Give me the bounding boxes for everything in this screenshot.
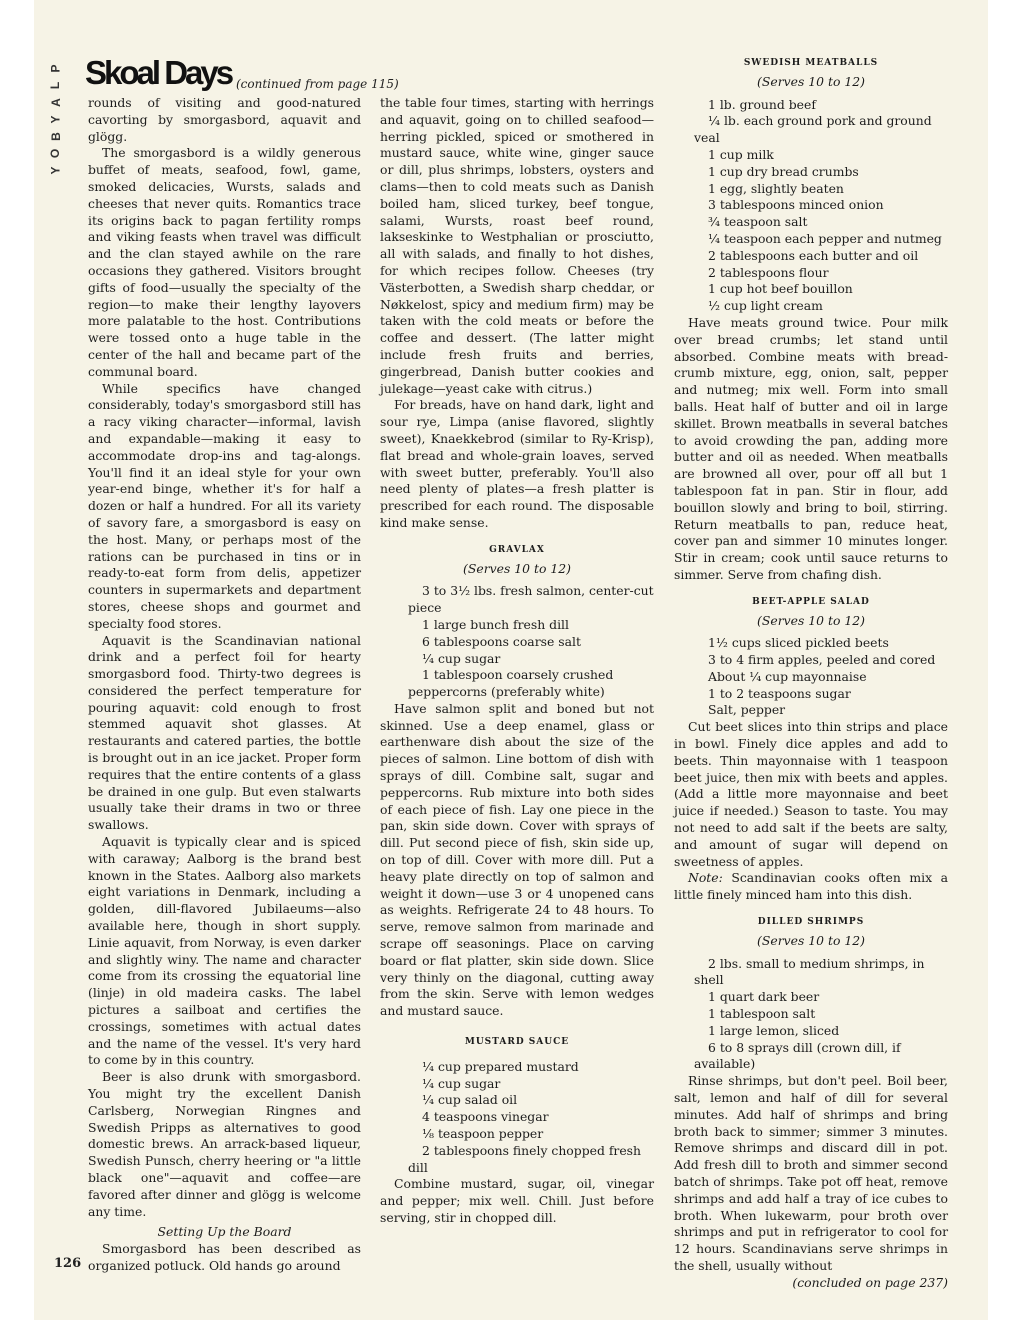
recipe-title-dilled-shrimps: DILLED SHRIMPS: [757, 917, 865, 928]
ingredient: 1 large lemon, sliced: [708, 1022, 840, 1038]
ingredient: ¼ teaspoon each pepper and nutmeg: [708, 230, 942, 246]
ingredient: 1 quart dark beer: [708, 989, 820, 1005]
ingredient: 4 teaspoons vinegar: [422, 1109, 549, 1125]
recipe-serves: (Serves 10 to 12): [463, 560, 571, 576]
ingredient: 2 tablespoons each butter and oil: [708, 247, 919, 263]
paragraph: The smorgasbord is a wildly generous buffet of meats, seafood, fowl, game, smoked delicacies, Wursts, salads and cheeses that never quits. Romantics trace its origins back to pagan fertility romps and viking feasts when travel was difficult and the clan stayed awhile on the rare occasions they gathered. Visitors brought gifts of food—usually the specialty of the region—to make their lengthy layovers more palatable to the host. Contributions were tossed onto a huge table in the center of the hall and became part of the communal board.: [88, 145, 361, 379]
ingredient: 1 large bunch fresh dill: [422, 616, 569, 632]
ingredient: 2 tablespoons finely chopped fresh dill: [408, 1142, 642, 1175]
recipe-title-swedish-meatballs: SWEDISH MEATBALLS: [743, 58, 879, 68]
ingredient: About ¼ cup mayonnaise: [708, 668, 867, 684]
ingredient: 1 lb. ground beef: [708, 96, 816, 112]
magazine-letter: B: [48, 132, 63, 141]
ingredient: 1½ cups sliced pickled beets: [708, 635, 889, 651]
ingredient: 2 lbs. small to medium shrimps, in shell: [694, 955, 925, 988]
article-headline: Skoal Days: [85, 54, 232, 91]
ingredient: Salt, pepper: [708, 702, 786, 718]
ingredient: ½ cup light cream: [708, 298, 823, 314]
ingredient: 1 to 2 teaspoons sugar: [708, 685, 851, 701]
ingredient: ¼ cup salad oil: [422, 1092, 518, 1108]
magazine-name-vertical: [47, 60, 65, 179]
ingredient: 3 tablespoons minced onion: [708, 197, 884, 213]
ingredient: 2 tablespoons flour: [708, 264, 829, 280]
paragraph: Beer is also drunk with smorgasbord. You might try the excellent Danish Carlsberg, Norwegian Ringnes and Swedish Pripps as alternatives to good domestic brews. An arrack-based liqueur, Swedish Punsch, cherry heering or "a little black one"—aquavit and coffee—are favored after dinner and glögg is welcome any time.: [88, 1069, 361, 1219]
magazine-letter: A: [48, 98, 63, 107]
magazine-letter: Y: [48, 115, 63, 124]
ingredient: 1 egg, slightly beaten: [708, 180, 844, 196]
paragraph: Aquavit is typically clear and is spiced with caraway; Aalborg is the brand best known in the States. Aalborg also markets eight variations in Denmark, including a golden, dill-flavored Jubilaeums—also available here, though in short supply. Linie aquavit, from Norway, is even darker and slightly winy. The name and character come from its crossing the equatorial line (linje) in old madeira casks. The label pictures a sailboat and certifies the crossings, sometimes with actual dates and the name of the vessel. It's very hard to come by in this country.: [88, 834, 361, 1068]
paragraph: Aquavit is the Scandinavian national drink and a perfect foil for hearty smorgasbord food. Thirty-two degrees is considered the perfect temperature for pouring aquavit: cold enough to frost stemmed aquavit shot glasses. At restaurants and catered parties, the bottle is brought out in an ice jacket. Proper form requires that the entire contents of a glass be drained in one gulp. But even stalwarts usually take their drams in two or three swallows.: [88, 632, 361, 833]
recipe-serves: (Serves 10 to 12): [757, 73, 865, 89]
magazine-letter: P: [48, 64, 63, 73]
ingredient: ¼ cup sugar: [422, 1075, 501, 1091]
recipe-title-beet-apple-salad: BEET-APPLE SALAD: [752, 596, 870, 607]
magazine-letter: Y: [48, 166, 63, 175]
concluded-note: (concluded on page 237): [792, 1274, 948, 1290]
magazine-letter: O: [48, 148, 63, 159]
ingredient: 1 tablespoon coarsely crushed peppercorns (preferably white): [408, 667, 614, 700]
recipe-method: Rinse shrimps, but don't peel. Boil beer, salt, lemon and half of dill for several minutes. Add half of shrimps and bring broth back to simmer; simmer 3 minutes. Remove shrimps and discard dill in pot. Add fresh dill to broth and simmer second batch of shrimps. Take pot off heat, remove shrimps and add half a tray of ice cubes to broth. When lukewarm, pour broth over shrimps and put in refrigerator to cool for 12 hours. Scandinavians serve shrimps in the shell, usually without: [674, 1073, 948, 1273]
note-text: Scandinavian cooks often mix a little finely minced ham into this dish.: [674, 870, 948, 903]
continued-note: (continued from page 115): [236, 77, 399, 91]
ingredient: 1 cup milk: [708, 146, 774, 162]
ingredient: 1 tablespoon salt: [708, 1006, 816, 1022]
ingredient: 6 to 8 sprays dill (crown dill, if available): [694, 1039, 901, 1072]
paragraph: For breads, have on hand dark, light and sour rye, Limpa (anise flavored, slightly sweet), Knaekkebrod (similar to Ry-Krisp), flat bread and whole-grain loaves, served with sweet butter, preferably. You'll also need plenty of plates—a fresh platter is prescribed for each round. The disposable kind make sense.: [380, 397, 654, 530]
ingredient: ¾ teaspoon salt: [708, 214, 808, 230]
ingredient: ¼ cup prepared mustard: [422, 1058, 579, 1074]
recipe-title-gravlax: GRAVLAX: [489, 544, 545, 555]
ingredient: 1 cup hot beef bouillon: [708, 281, 853, 297]
recipe-serves: (Serves 10 to 12): [757, 932, 865, 948]
recipe-method: Have salmon split and boned but not skinned. Use a deep enamel, glass or earthenware dish about the size of the pieces of salmon. Line bottom of dish with sprays of dill. Combine salt, sugar and peppercorns. Rub mixture into both sides of each piece of fish. Lay one piece in the pan, skin side down. Cover with sprays of dill. Put second piece of fish, skin side up, on top of dill. Cover with more dill. Put a heavy plate directly on top of salmon and weight it down—use 3 or 4 unopened cans as weights. Refrigerate 24 to 48 hours. To serve, remove salmon from marinade and scrape off seasonings. Place on carving board or flat platter, skin side down. Slice very thinly on the diagonal, cutting away from the skin. Serve with lemon wedges and mustard sauce.: [380, 700, 654, 1019]
ingredient: 6 tablespoons coarse salt: [422, 633, 581, 649]
recipe-title-mustard-sauce: MUSTARD SAUCE: [464, 1037, 570, 1048]
paragraph: rounds of visiting and good-natured cavorting by smorgasbord, aquavit and glögg.: [88, 95, 361, 144]
recipe-method: Have meats ground twice. Pour milk over bread crumbs; let stand until absorbed. Combine meats with bread-crumb mixture, egg, onion, salt, pepper and nutmeg; mix well. Form into small balls. Heat half of butter and oil in large skillet. Brown meatballs in several batches to avoid crowding the pan, adding more butter and oil as needed. When meatballs are browned all over, pour off all but 1 tablespoon fat in pan. Stir in flour, add bouillon slowly and bring to boil, stirring. Return meatballs to pan, reduce heat, cover pan and simmer 10 minutes longer. Stir in cream; cook until sauce returns to simmer. Serve from chafing dish.: [674, 314, 948, 582]
magazine-page: [34, 0, 988, 1320]
ingredient: 1 cup dry bread crumbs: [708, 163, 859, 179]
column-1: [88, 95, 361, 1275]
ingredient: ¼ cup sugar: [422, 650, 501, 666]
note-label: Note:: [688, 870, 723, 886]
column-3: [674, 55, 948, 1292]
recipe-method: Cut beet slices into thin strips and place in bowl. Finely dice apples and add to beets. Thin mayonnaise with 1 teaspoon beet juice, then mix with beets and apples. (Add a little more mayonnaise and beet juice if needed.) Season to taste. You may not need to add salt if the beets are salty, and amount of sugar will depend on sweetness of apples.: [674, 719, 948, 869]
paragraph: the table four times, starting with herrings and aquavit, going on to chilled seafood—herring pickled, spiced or smothered in mustard sauce, white wine, ginger sauce or dill, plus shrimps, lobsters, oysters and clams—then to cold meats such as Danish boiled ham, sliced turkey, beef tongue, salami, Wursts, roast beef round, lakseskinke to Westphalian or prosciutto, all with salads, and finally to hot dishes, for which recipes follow. Cheeses (try Västerbotten, a Swedish sharp cheddar, or Nøkkelost, spicy and medium firm) may be taken with the cold meats or before the coffee and dessert. (The latter might include fresh fruits and berries, gingerbread, Danish butter cookies and julekage—yeast cake with citrus.): [380, 95, 654, 396]
magazine-letter: L: [48, 81, 63, 90]
ingredient: 3 to 4 firm apples, peeled and cored: [708, 652, 936, 668]
column-2: [380, 95, 654, 1227]
paragraph: While specifics have changed considerably, today's smorgasbord still has a racy viking character—informal, lavish and expandable—making it easy to accommodate drop-ins and tag-alongs. You'll find it an ideal style for your own year-end binge, whether it's for half a dozen or half a hundred. For all its variety of savory fare, a smorgasbord is easy on the host. Many, or perhaps most of the rations can be purchased in tins or in ready-to-eat form from delis, appetizer counters in supermarkets and department stores, cheese shops and gourmet and specialty food stores.: [88, 380, 361, 631]
paragraph: Smorgasbord has been described as organized potluck. Old hands go around: [88, 1241, 361, 1273]
recipe-method: Combine mustard, sugar, oil, vinegar and pepper; mix well. Chill. Just before serving, stir in chopped dill.: [380, 1176, 654, 1225]
recipe-serves: (Serves 10 to 12): [757, 612, 865, 628]
ingredient: 3 to 3½ lbs. fresh salmon, center-cut piece: [408, 583, 654, 616]
section-subhead: Setting Up the Board: [157, 1224, 292, 1240]
ingredient: ⅛ teaspoon pepper: [422, 1126, 544, 1142]
ingredient: ¼ lb. each ground pork and ground veal: [694, 113, 932, 146]
page-number: 126: [54, 1256, 82, 1271]
recipe-note: [674, 870, 948, 904]
